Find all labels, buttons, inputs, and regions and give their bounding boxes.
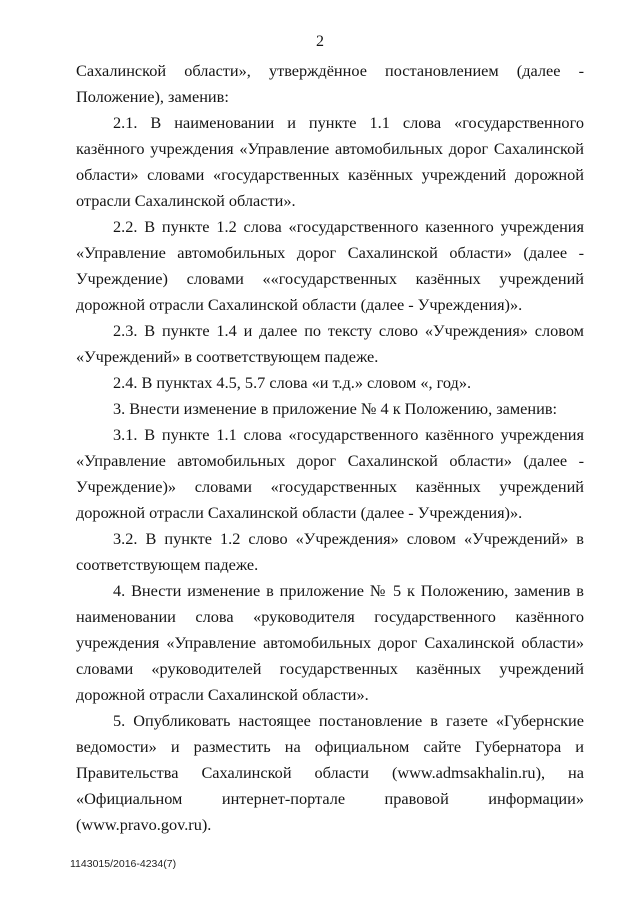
page-number: 2 (316, 33, 324, 50)
document-registration-code: 1143015/2016-4234(7) (70, 858, 177, 870)
paragraph-4: 4. Внести изменение в приложение № 5 к Положению, заменив в наименовании слова «руководителя государственного казённого учреждения «Управление автомобильных дорог Сахалинской области» словами «руководителей государственных казённых учреждений дорожной отрасли Сахалинской области». (76, 581, 584, 704)
paragraph-continuation: Сахалинской области», утверждённое постановлением (далее - Положение), заменив: (76, 61, 584, 106)
paragraph-2-2: 2.2. В пункте 1.2 слова «государственного казенного учреждения «Управление автомобильных дорог Сахалинской области» (далее - Учреждение) словами ««государственных казённых учреждений дорожной отрасли Сахалинской области (далее - Учреждения)». (76, 217, 584, 314)
paragraph-5: 5. Опубликовать настоящее постановление в газете «Губернские ведомости» и разместить на официальном сайте Губернатора и Правительства Сахалинской области (www.admsakhalin.ru), на «Официальном интернет-портале правовой информации» (www.pravo.gov.ru). (76, 711, 584, 834)
paragraph-3-1: 3.1. В пункте 1.1 слова «государственного казённого учреждения «Управление автомобильных дорог Сахалинской области» (далее - Учреждение)» словами «государственных казённых учреждений дорожной отрасли Сахалинской области (далее - Учреждения)». (76, 425, 584, 522)
paragraph-2-1: 2.1. В наименовании и пункте 1.1 слова «государственного казённого учреждения «Управление автомобильных дорог Сахалинской области» словами «государственных казённых учреждений дорожной отрасли Сахалинской области». (76, 113, 584, 210)
paragraph-2-4: 2.4. В пунктах 4.5, 5.7 слова «и т.д.» словом «, год». (113, 373, 472, 392)
paragraph-2-3: 2.3. В пункте 1.4 и далее по тексту слово «Учреждения» словом «Учреждений» в соответствующем падеже. (76, 321, 584, 366)
paragraph-3: 3. Внести изменение в приложение № 4 к Положению, заменив: (113, 399, 558, 418)
document-body (76, 58, 584, 838)
paragraph-3-2: 3.2. В пункте 1.2 слово «Учреждения» словом «Учреждений» в соответствующем падеже. (76, 529, 584, 574)
